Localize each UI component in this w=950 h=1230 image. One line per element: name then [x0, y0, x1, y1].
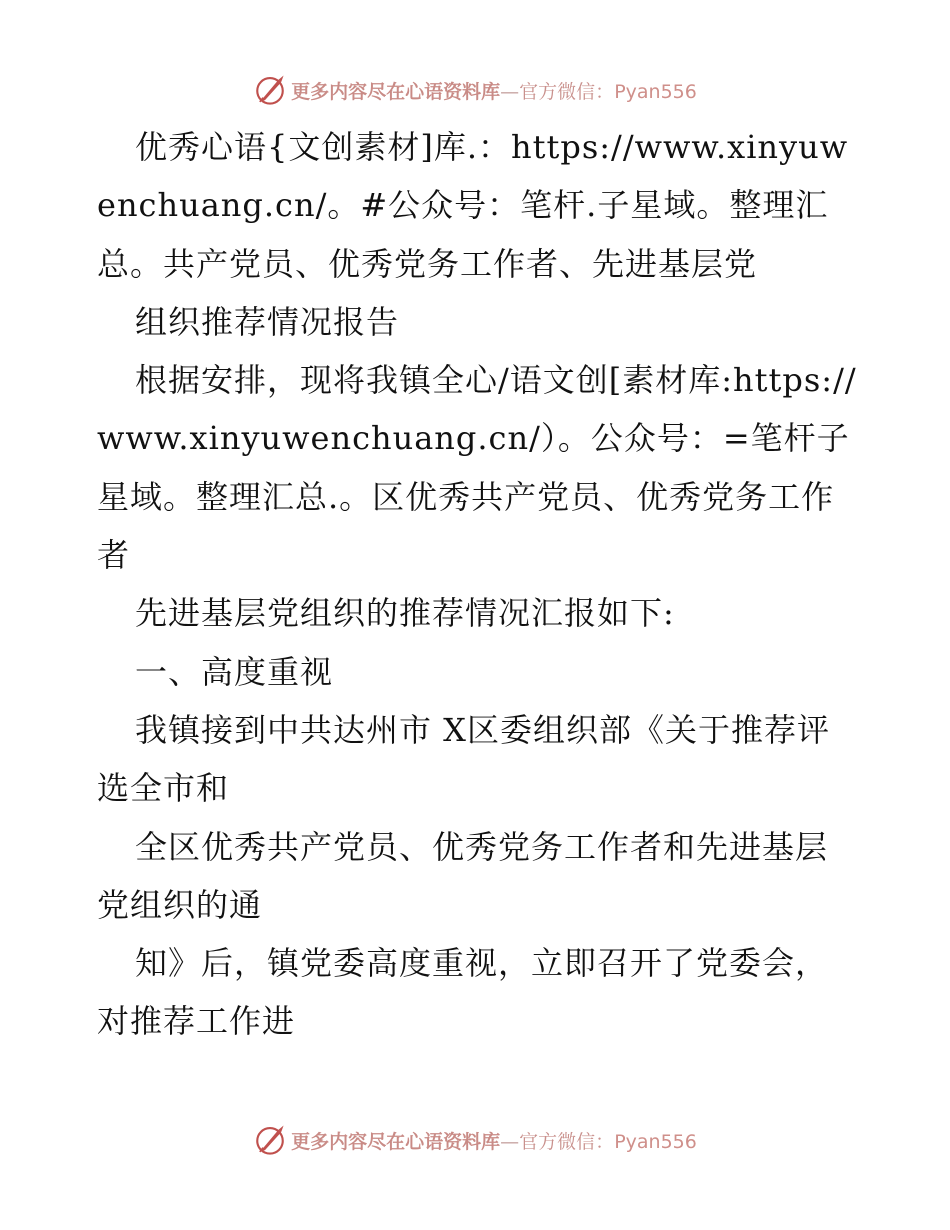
footer-watermark [0, 1120, 950, 1160]
watermark-contact-id: Pyan556 [614, 1130, 697, 1153]
watermark-brand: 更多内容尽在心语资料库 [291, 1130, 501, 1153]
paragraph: 先进基层党组织的推荐情况汇报如下: [135, 594, 675, 633]
document-body [97, 118, 857, 1051]
paragraph: 优秀心语{文创素材]库.：https://www.xinyuwenchuang.cn/。#公众号：笔杆.子星域。整理汇总。共产党员、优秀党务工作者、先进基层党 [97, 128, 849, 283]
paragraph: 组织推荐情况报告 [135, 302, 400, 341]
paragraph: 根据安排，现将我镇全心/语文创[素材库:https://www.xinyuwenchuang.cn/）。公众号：=笔杆子星域。整理汇总.。区优秀共产党员、优秀党务工作者 [97, 361, 857, 575]
watermark-brand: 更多内容尽在心语资料库 [291, 80, 501, 103]
paragraph: 全区优秀共产党员、优秀党务工作者和先进基层党组织的通 [97, 827, 829, 924]
watermark-contact-label: 官方微信： [519, 80, 615, 103]
paragraph: 知》后，镇党委高度重视，立即召开了党委会，对推荐工作进 [97, 944, 829, 1041]
quill-logo-icon [253, 73, 287, 107]
watermark-text [291, 1127, 697, 1154]
watermark-contact-id: Pyan556 [614, 80, 697, 103]
watermark-text [291, 77, 697, 104]
quill-logo-icon [253, 1123, 287, 1157]
section-heading: 一、高度重视 [135, 652, 334, 691]
paragraph: 我镇接到中共达州市 X区委组织部《关于推荐评选全市和 [97, 710, 830, 808]
watermark-separator: — [500, 80, 520, 103]
watermark-contact-label: 官方微信： [519, 1130, 615, 1153]
watermark-separator: — [500, 1130, 520, 1153]
header-watermark [0, 70, 950, 110]
